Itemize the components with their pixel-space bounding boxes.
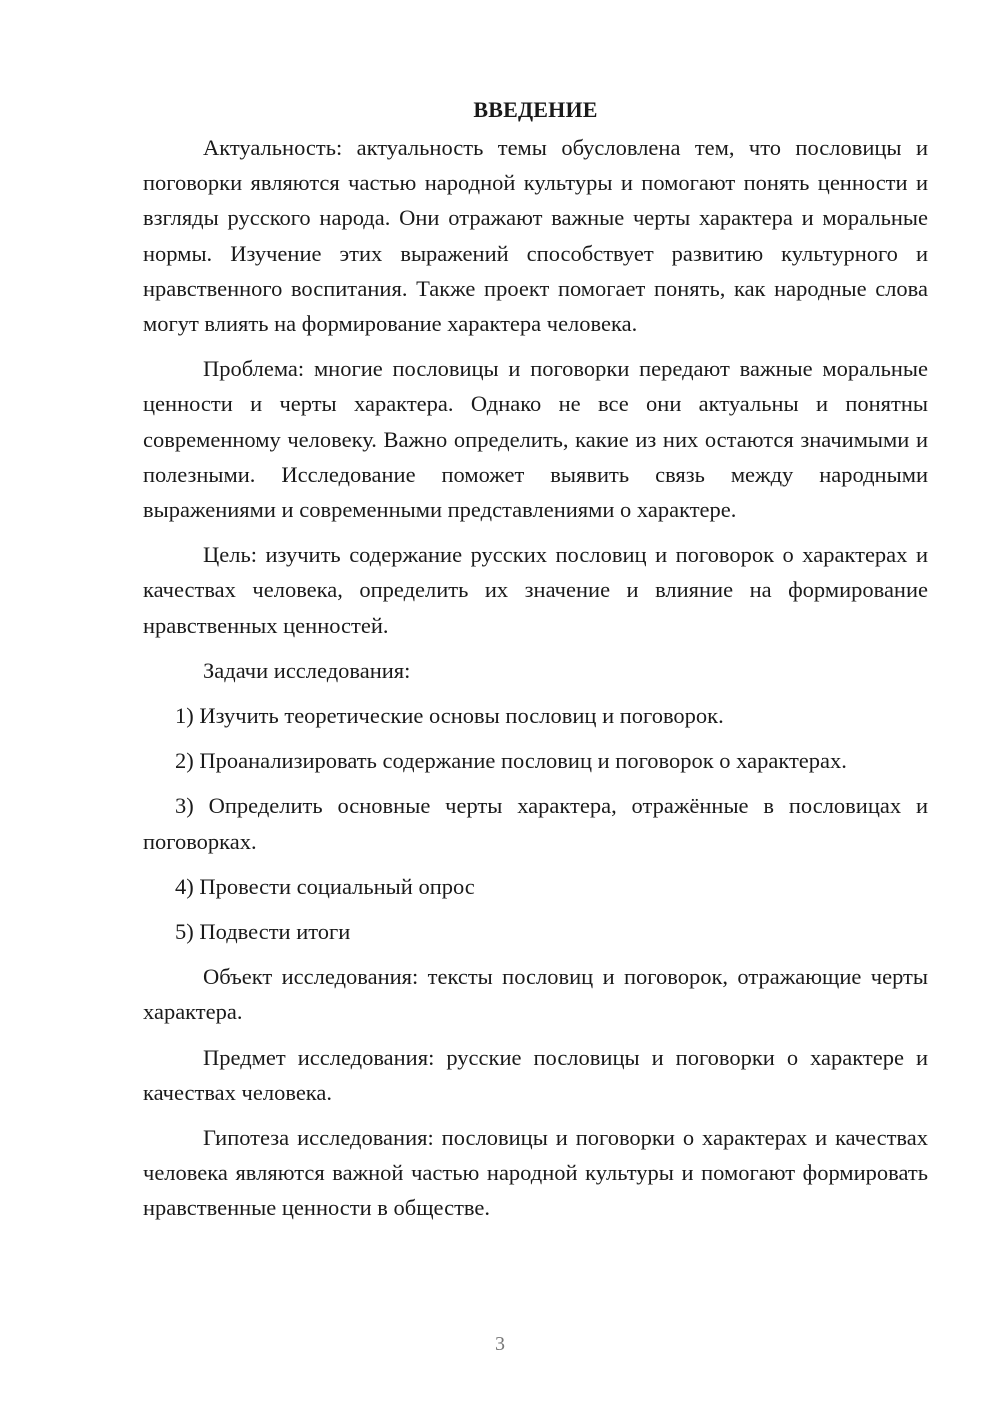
task-item: 1) Изучить теоретические основы пословиц и поговорок.: [175, 703, 724, 729]
task-item: 4) Провести социальный опрос: [175, 873, 475, 899]
paragraph-problem: Проблема: многие пословицы и поговорки передают важные моральные ценности и черты характера. Однако не все они актуальны и понятны современному человеку. Важно определить, какие из них остаются значимыми и полезными. Исследование поможет выявить связь между народными выражениями и современными представлениями о характере.: [143, 356, 928, 523]
task-item: 3) Определить основные черты характера, отражённые в пословицах и поговорках.: [143, 793, 928, 854]
paragraph-subject: Предмет исследования: русские пословицы и поговорки о характере и качествах человека.: [143, 1044, 928, 1105]
page-content: [143, 92, 928, 1236]
task-item: 5) Подвести итоги: [175, 919, 351, 945]
paragraph-relevance: Актуальность: актуальность темы обусловлена тем, что пословицы и поговорки являются частью народной культуры и помогают понять ценности и взгляды русского народа. Они отражают важные черты характера и моральные нормы. Изучение этих выражений способствует развитию культурного и нравственного воспитания. Также проект помогает понять, как народные слова могут влиять на формирование характера человека.: [143, 135, 928, 337]
page-number: 3: [495, 1333, 505, 1355]
paragraph-goal: Цель: изучить содержание русских пословиц и поговорок о характерах и качествах человека, определить их значение и влияние на формирование нравственных ценностей.: [143, 542, 928, 638]
task-item: 2) Проанализировать содержание пословиц и поговорок о характерах.: [175, 748, 847, 774]
paragraph-object: Объект исследования: тексты пословиц и поговорок, отражающие черты характера.: [143, 964, 928, 1025]
section-heading: ВВЕДЕНИЕ: [473, 97, 598, 122]
paragraph-tasks-intro: Задачи исследования:: [203, 657, 411, 683]
paragraph-hypothesis: Гипотеза исследования: пословицы и поговорки о характерах и качествах человека являются важной частью народной культуры и помогают формировать нравственные ценности в обществе.: [143, 1125, 928, 1221]
